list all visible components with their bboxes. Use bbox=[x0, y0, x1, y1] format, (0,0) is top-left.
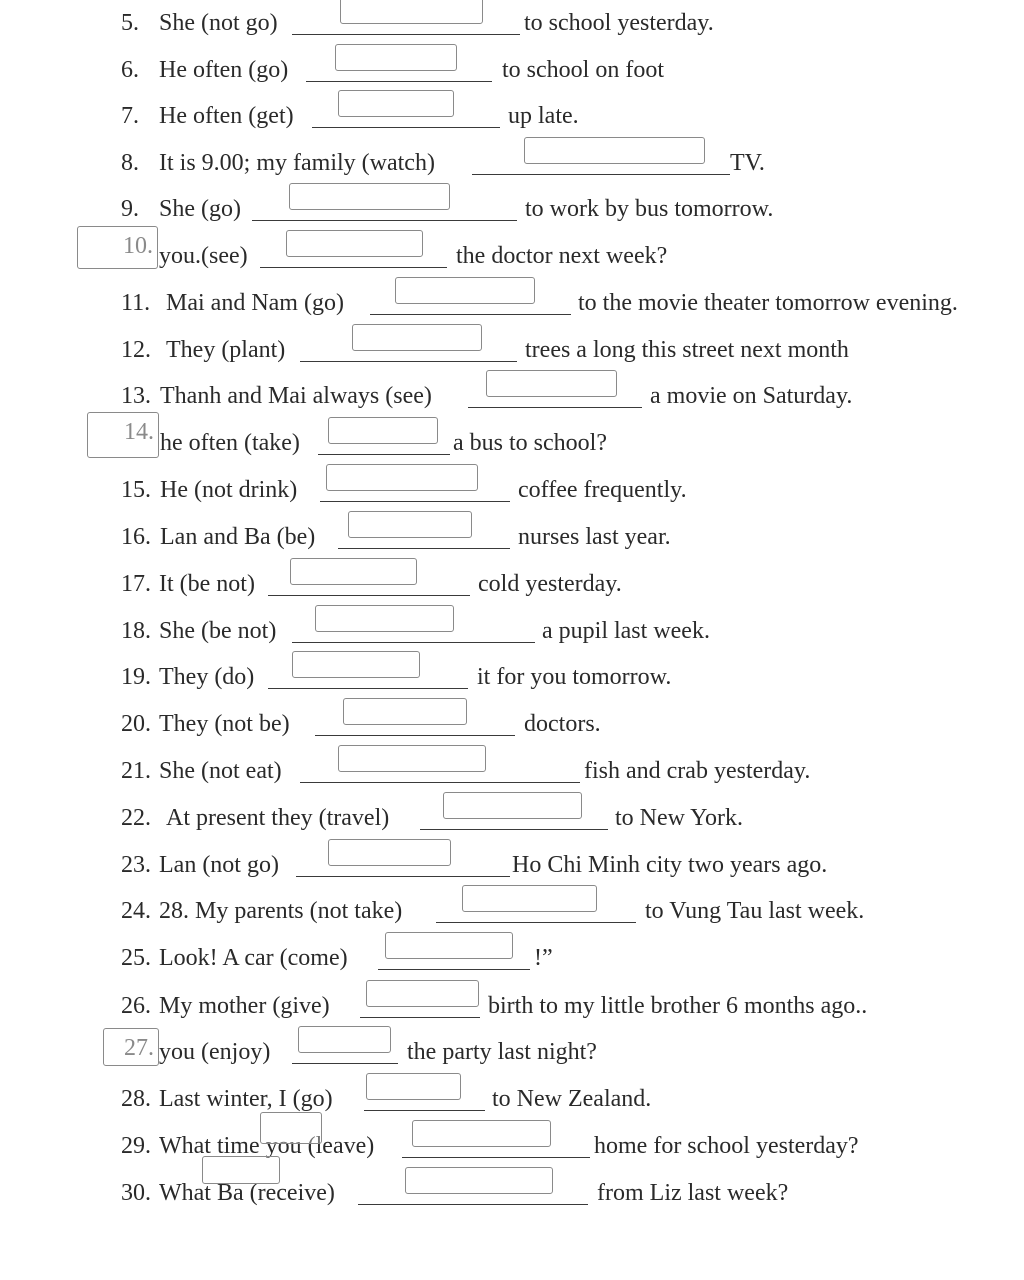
question-ending: to New Zealand. bbox=[492, 1086, 652, 1112]
answer-blank[interactable] bbox=[343, 698, 467, 725]
question-number: 27. bbox=[124, 1035, 154, 1061]
question-number: 14. bbox=[124, 419, 154, 445]
answer-underline bbox=[360, 1017, 480, 1018]
answer-blank[interactable] bbox=[326, 464, 478, 491]
exercise-row bbox=[0, 569, 1024, 599]
question-ending: !” bbox=[534, 945, 553, 971]
question-ending: a pupil last week. bbox=[542, 618, 710, 644]
question-stem: He (not drink) bbox=[160, 477, 298, 503]
question-stem: She (not go) bbox=[159, 10, 278, 36]
stray-answer-box[interactable] bbox=[260, 1112, 322, 1144]
question-number: 23. bbox=[121, 852, 151, 878]
question-stem: Last winter, I (go) bbox=[159, 1086, 333, 1112]
answer-blank[interactable] bbox=[366, 980, 479, 1007]
answer-blank[interactable] bbox=[298, 1026, 391, 1053]
answer-blank[interactable] bbox=[486, 370, 617, 397]
answer-underline bbox=[338, 548, 510, 549]
question-ending: it for you tomorrow. bbox=[477, 664, 672, 690]
question-number: 12. bbox=[121, 337, 151, 363]
exercise-row bbox=[0, 419, 1024, 458]
answer-underline bbox=[268, 595, 470, 596]
answer-underline bbox=[260, 267, 447, 268]
question-stem: Look! A car (come) bbox=[159, 945, 348, 971]
exercise-row bbox=[0, 991, 1024, 1021]
answer-underline bbox=[296, 876, 510, 877]
question-stem: At present they (travel) bbox=[166, 805, 390, 831]
question-number: 15. bbox=[121, 477, 151, 503]
question-stem: It is 9.00; my family (watch) bbox=[159, 150, 435, 176]
question-number: 28. bbox=[121, 1086, 151, 1112]
exercise-row bbox=[0, 288, 1024, 318]
exercise-row bbox=[0, 1131, 1024, 1161]
answer-underline bbox=[468, 407, 642, 408]
answer-underline bbox=[318, 454, 450, 455]
answer-underline bbox=[312, 127, 500, 128]
exercise-row bbox=[0, 335, 1024, 365]
question-ending: a movie on Saturday. bbox=[650, 383, 853, 409]
answer-blank[interactable] bbox=[335, 44, 457, 71]
answer-underline bbox=[364, 1110, 485, 1111]
answer-blank[interactable] bbox=[289, 183, 450, 210]
answer-blank[interactable] bbox=[338, 745, 486, 772]
question-stem: Mai and Nam (go) bbox=[166, 290, 344, 316]
question-stem: Lan and Ba (be) bbox=[160, 524, 316, 550]
answer-blank[interactable] bbox=[443, 792, 582, 819]
answer-blank[interactable] bbox=[385, 932, 513, 959]
exercise-row bbox=[0, 709, 1024, 739]
exercise-row bbox=[0, 194, 1024, 224]
question-number: 13. bbox=[121, 383, 151, 409]
question-number: 18. bbox=[121, 618, 151, 644]
question-number: 26. bbox=[121, 993, 151, 1019]
question-number: 24. bbox=[121, 898, 151, 924]
question-number: 25. bbox=[121, 945, 151, 971]
exercise-row bbox=[0, 475, 1024, 505]
exercise-row bbox=[0, 756, 1024, 786]
question-ending: from Liz last week? bbox=[597, 1180, 789, 1206]
question-number: 8. bbox=[121, 150, 139, 176]
question-stem: They (do) bbox=[159, 664, 255, 690]
question-stem: She (be not) bbox=[159, 618, 277, 644]
question-ending: the doctor next week? bbox=[456, 243, 668, 269]
answer-underline bbox=[292, 642, 535, 643]
answer-underline bbox=[268, 688, 468, 689]
exercise-row bbox=[0, 101, 1024, 131]
question-ending: the party last night? bbox=[407, 1039, 597, 1065]
answer-underline bbox=[370, 314, 571, 315]
exercise-row bbox=[0, 381, 1024, 411]
question-stem: She (go) bbox=[159, 196, 241, 222]
question-stem: 28. My parents (not take) bbox=[159, 898, 403, 924]
answer-blank[interactable] bbox=[328, 839, 451, 866]
question-ending: to work by bus tomorrow. bbox=[525, 196, 774, 222]
answer-blank[interactable] bbox=[290, 558, 417, 585]
answer-blank[interactable] bbox=[315, 605, 454, 632]
question-ending: fish and crab yesterday. bbox=[584, 758, 811, 784]
exercise-row bbox=[0, 148, 1024, 178]
answer-underline bbox=[358, 1204, 588, 1205]
exercise-row bbox=[0, 1178, 1024, 1208]
answer-underline bbox=[315, 735, 515, 736]
question-ending: home for school yesterday? bbox=[594, 1133, 859, 1159]
question-number: 30. bbox=[121, 1180, 151, 1206]
answer-underline bbox=[378, 969, 530, 970]
question-ending: to school yesterday. bbox=[524, 10, 714, 36]
question-ending: up late. bbox=[508, 103, 579, 129]
answer-underline bbox=[472, 174, 730, 175]
question-stem: They (plant) bbox=[166, 337, 286, 363]
answer-blank[interactable] bbox=[348, 511, 472, 538]
stray-answer-box[interactable] bbox=[202, 1156, 280, 1184]
exercise-row bbox=[0, 522, 1024, 552]
question-ending: to the movie theater tomorrow evening. bbox=[578, 290, 958, 316]
question-stem: What time you (leave) bbox=[159, 1133, 375, 1159]
question-stem: My mother (give) bbox=[159, 993, 330, 1019]
question-stem: Thanh and Mai always (see) bbox=[160, 383, 432, 409]
question-number-box bbox=[87, 412, 159, 458]
question-ending: to New York. bbox=[615, 805, 744, 831]
question-number-box bbox=[77, 226, 158, 269]
question-number: 16. bbox=[121, 524, 151, 550]
question-number: 19. bbox=[121, 664, 151, 690]
answer-underline bbox=[420, 829, 608, 830]
question-ending: birth to my little brother 6 months ago.. bbox=[488, 993, 868, 1019]
answer-blank[interactable] bbox=[366, 1073, 461, 1100]
question-ending: cold yesterday. bbox=[478, 571, 622, 597]
answer-blank[interactable] bbox=[524, 137, 705, 164]
question-ending: trees a long this street next month bbox=[525, 337, 849, 363]
exercise-row bbox=[0, 850, 1024, 880]
question-number: 17. bbox=[121, 571, 151, 597]
question-number: 29. bbox=[121, 1133, 151, 1159]
answer-underline bbox=[436, 922, 636, 923]
exercise-row bbox=[0, 8, 1024, 38]
question-number: 6. bbox=[121, 57, 139, 83]
answer-blank[interactable] bbox=[352, 324, 482, 351]
exercise-row bbox=[0, 803, 1024, 833]
exercise-row bbox=[0, 662, 1024, 692]
exercise-row bbox=[0, 616, 1024, 646]
question-ending: to school on foot bbox=[502, 57, 664, 83]
question-number: 20. bbox=[121, 711, 151, 737]
answer-underline bbox=[320, 501, 510, 502]
question-stem: She (not eat) bbox=[159, 758, 282, 784]
question-stem: He often (get) bbox=[159, 103, 294, 129]
answer-blank[interactable] bbox=[412, 1120, 551, 1147]
answer-blank[interactable] bbox=[395, 277, 535, 304]
question-ending: a bus to school? bbox=[453, 430, 607, 456]
question-stem: you (enjoy) bbox=[159, 1039, 271, 1065]
question-number: 7. bbox=[121, 103, 139, 129]
question-stem: you.(see) bbox=[159, 243, 248, 269]
question-number: 5. bbox=[121, 10, 139, 36]
question-ending: nurses last year. bbox=[518, 524, 671, 550]
question-stem: he often (take) bbox=[160, 430, 300, 456]
answer-underline bbox=[306, 81, 492, 82]
question-stem: Lan (not go) bbox=[159, 852, 279, 878]
question-number-box bbox=[103, 1028, 159, 1066]
answer-blank[interactable] bbox=[338, 90, 454, 117]
question-ending: coffee frequently. bbox=[518, 477, 687, 503]
answer-underline bbox=[252, 220, 517, 221]
answer-blank[interactable] bbox=[405, 1167, 553, 1194]
answer-underline bbox=[300, 361, 517, 362]
question-ending: TV. bbox=[730, 150, 765, 176]
exercise-row bbox=[0, 943, 1024, 973]
answer-blank[interactable] bbox=[340, 0, 483, 24]
question-stem: It (be not) bbox=[159, 571, 255, 597]
answer-blank[interactable] bbox=[328, 417, 438, 444]
question-ending: to Vung Tau last week. bbox=[645, 898, 865, 924]
exercise-row bbox=[0, 896, 1024, 926]
question-number: 11. bbox=[121, 290, 151, 316]
exercise-row bbox=[0, 233, 1024, 271]
exercise-row bbox=[0, 1037, 1024, 1067]
question-ending: Ho Chi Minh city two years ago. bbox=[512, 852, 828, 878]
question-number: 22. bbox=[121, 805, 151, 831]
question-stem: What Ba (receive) bbox=[159, 1180, 335, 1206]
answer-blank[interactable] bbox=[292, 651, 420, 678]
question-ending: doctors. bbox=[524, 711, 601, 737]
answer-underline bbox=[402, 1157, 590, 1158]
answer-underline bbox=[292, 34, 520, 35]
question-number: 10. bbox=[123, 233, 153, 259]
answer-blank[interactable] bbox=[286, 230, 423, 257]
exercise-row bbox=[0, 55, 1024, 85]
question-number: 21. bbox=[121, 758, 151, 784]
question-number: 9. bbox=[121, 196, 139, 222]
exercise-row bbox=[0, 1084, 1024, 1114]
answer-blank[interactable] bbox=[462, 885, 597, 912]
question-stem: He often (go) bbox=[159, 57, 289, 83]
answer-underline bbox=[300, 782, 580, 783]
answer-underline bbox=[292, 1063, 398, 1064]
question-stem: They (not be) bbox=[159, 711, 290, 737]
